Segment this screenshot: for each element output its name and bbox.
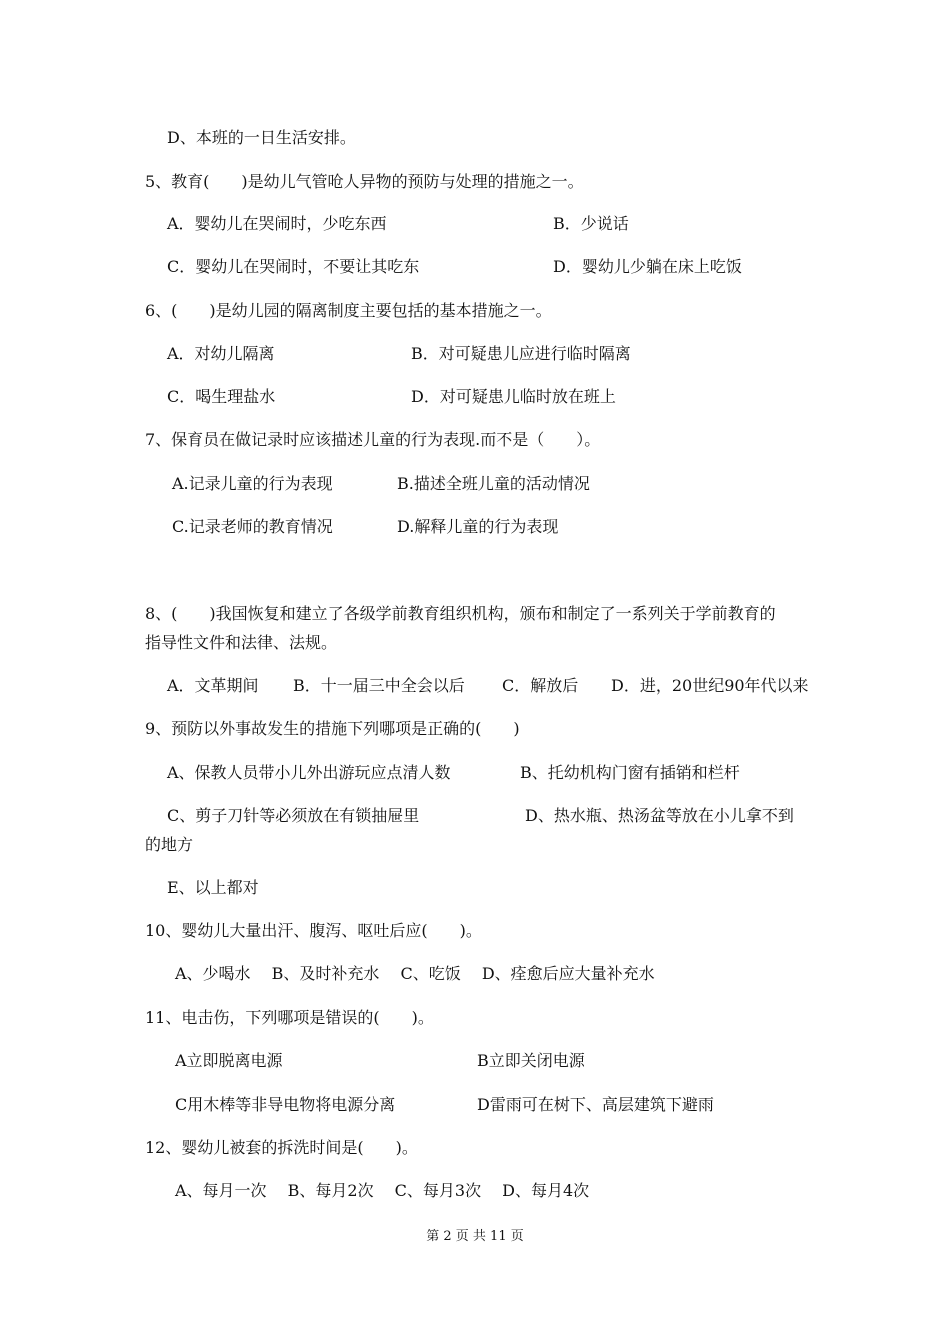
page-footer: 第 2 页 共 11 页 bbox=[426, 1229, 524, 1244]
q6-stem: 6、( )是幼儿园的隔离制度主要包括的基本措施之一。 bbox=[145, 301, 552, 320]
q11-option-b: B立即关闭电源 bbox=[477, 1051, 585, 1070]
q6-option-a: A．对幼儿隔离 bbox=[167, 344, 275, 363]
q9-option-b: B、托幼机构门窗有插销和栏杆 bbox=[520, 763, 740, 782]
q5-option-c: C．婴幼儿在哭闹时，不要让其吃东 bbox=[167, 257, 420, 276]
q5-option-d: D．婴幼儿少躺在床上吃饭 bbox=[553, 257, 742, 276]
q11-stem: 11、电击伤，下列哪项是错误的( )。 bbox=[145, 1008, 434, 1027]
q6-option-b: B．对可疑患儿应进行临时隔离 bbox=[411, 344, 631, 363]
q10-stem: 10、婴幼儿大量出汗、腹泻、呕吐后应( )。 bbox=[145, 921, 482, 940]
q11-option-a: A立即脱离电源 bbox=[175, 1051, 283, 1070]
q9-option-c: C、剪子刀针等必须放在有锁抽屉里 bbox=[167, 806, 420, 825]
q8-stem-line2: 指导性文件和法律、法规。 bbox=[145, 633, 338, 652]
q9-option-d: D、热水瓶、热汤盆等放在小儿拿不到 bbox=[525, 806, 794, 825]
q7-option-d: D.解释儿童的行为表现 bbox=[397, 517, 559, 536]
q6-option-d: D．对可疑患儿临时放在班上 bbox=[411, 387, 616, 406]
q8-option-c: C．解放后 bbox=[502, 676, 579, 695]
q12-stem: 12、婴幼儿被套的拆洗时间是( )。 bbox=[145, 1138, 418, 1157]
q11-option-c: C用木棒等非导电物将电源分离 bbox=[175, 1095, 396, 1114]
q7-option-b: B.描述全班儿童的活动情况 bbox=[397, 474, 590, 493]
q7-option-c: C.记录老师的教育情况 bbox=[172, 517, 333, 536]
q10-options: A、少喝水 B、及时补充水 C、吃饭 D、痊愈后应大量补充水 bbox=[175, 964, 655, 983]
q5-option-a: A．婴幼儿在哭闹时，少吃东西 bbox=[167, 214, 387, 233]
q9-option-d-cont: 的地方 bbox=[145, 835, 194, 854]
q12-options: A、每月一次 B、每月2次 C、每月3次 D、每月4次 bbox=[175, 1181, 590, 1200]
q5-stem: 5、教育( )是幼儿气管呛人异物的预防与处理的措施之一。 bbox=[145, 172, 584, 191]
q11-option-d: D雷雨可在树下、高层建筑下避雨 bbox=[477, 1095, 714, 1114]
q4-option-d: D、本班的一日生活安排。 bbox=[167, 128, 356, 147]
q8-stem-line1: 8、( )我国恢复和建立了各级学前教育组织机构，颁布和制定了一系列关于学前教育的 bbox=[145, 604, 776, 623]
q7-option-a: A.记录儿童的行为表现 bbox=[172, 474, 333, 493]
q9-stem: 9、预防以外事故发生的措施下列哪项是正确的( ) bbox=[145, 719, 520, 738]
q8-option-a: A．文革期间 bbox=[167, 676, 259, 695]
q9-option-a: A、保教人员带小儿外出游玩应点清人数 bbox=[167, 763, 451, 782]
q8-option-d: D．进，20世纪90年代以来 bbox=[611, 676, 809, 695]
q6-option-c: C．喝生理盐水 bbox=[167, 387, 276, 406]
q9-option-e: E、以上都对 bbox=[167, 878, 259, 897]
q5-option-b: B．少说话 bbox=[553, 214, 629, 233]
q7-stem: 7、保育员在做记录时应该描述儿童的行为表现.而不是（ ）。 bbox=[145, 430, 601, 449]
q8-option-b: B．十一届三中全会以后 bbox=[293, 676, 465, 695]
